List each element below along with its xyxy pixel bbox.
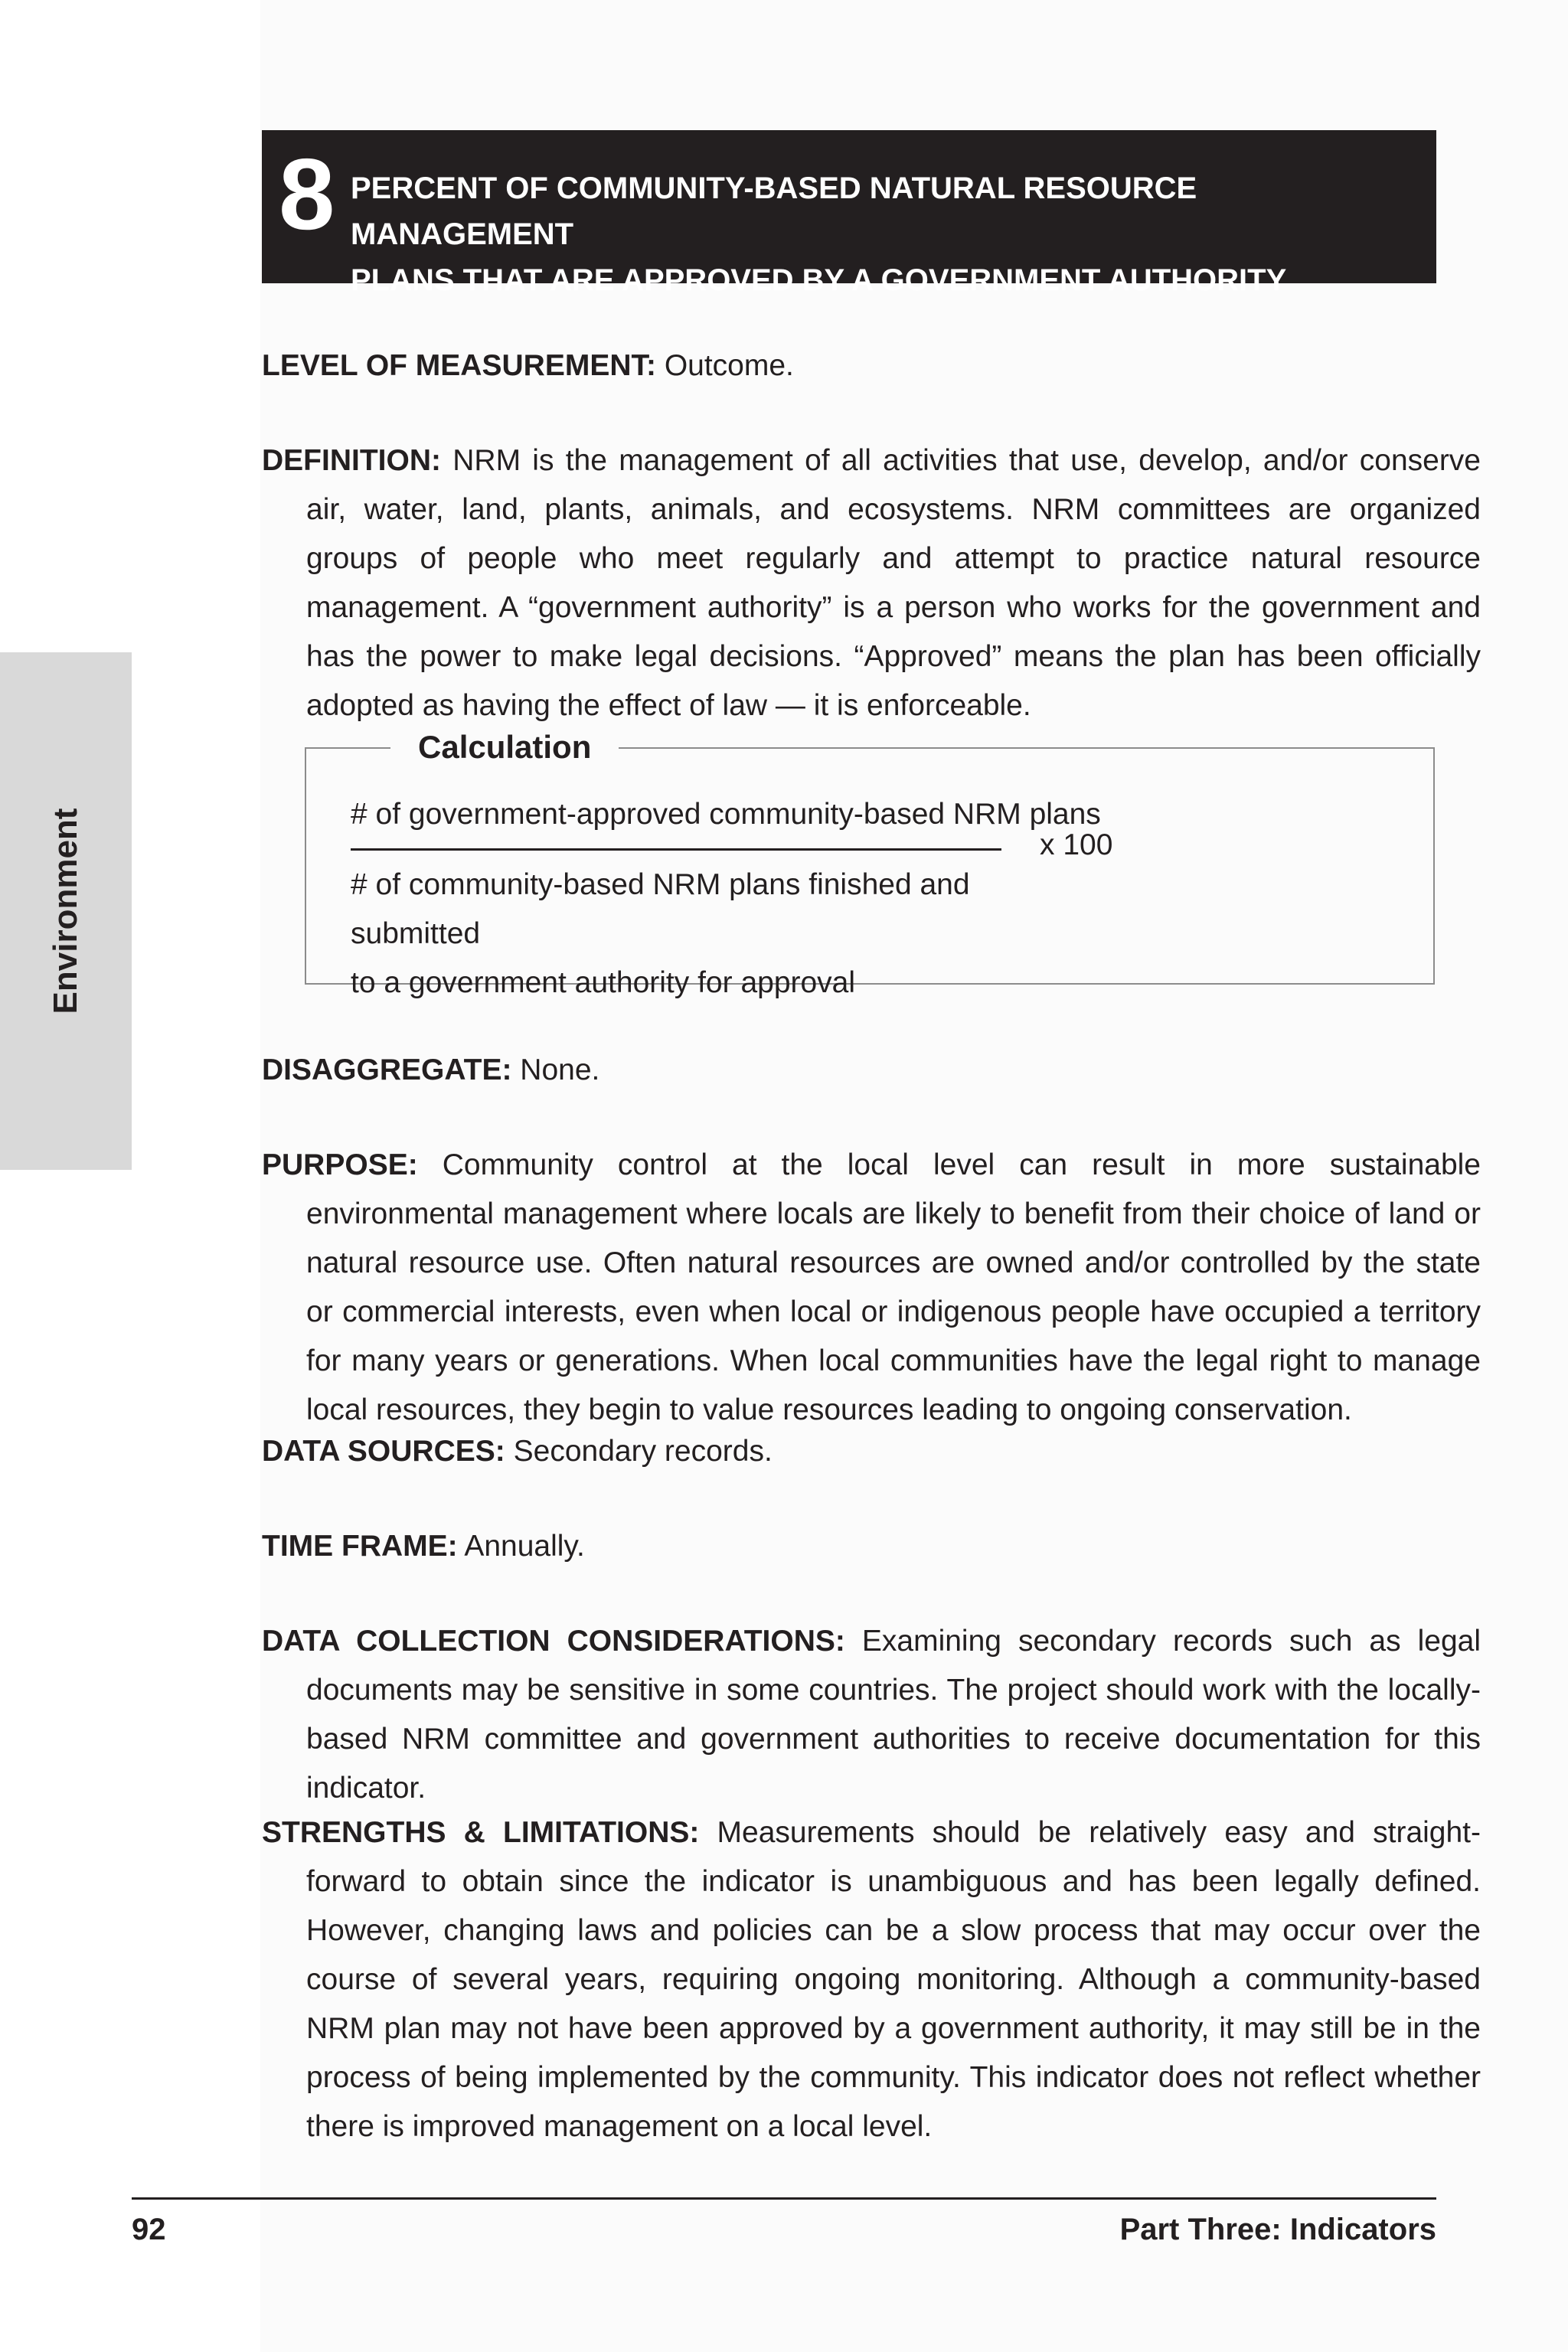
section-side-tab-label: Environment bbox=[47, 808, 84, 1014]
data-sources-text: Secondary records. bbox=[505, 1435, 773, 1468]
indicator-title bbox=[351, 165, 1407, 303]
data-collection-text: Examining secondary records such as legal documents may be sensitive in some countries. The project should work with the locally-based NRM committee and government authorities to receive documentation for this indicator. bbox=[306, 1625, 1481, 1805]
level-of-measurement-term: LEVEL OF MEASUREMENT: bbox=[262, 349, 656, 382]
footer-divider bbox=[132, 2197, 1436, 2200]
definition-term: DEFINITION: bbox=[262, 444, 441, 477]
footer-section-title: Part Three: Indicators bbox=[1119, 2213, 1436, 2246]
calculation-box bbox=[305, 729, 1435, 999]
calculation-denominator-line-2: to a government authority for approval bbox=[351, 966, 856, 999]
section-side-tab bbox=[0, 652, 132, 1170]
indicator-number: 8 bbox=[279, 138, 334, 250]
calculation-numerator: # of government-approved community-based NRM plans bbox=[351, 798, 1101, 831]
page-number: 92 bbox=[132, 2213, 166, 2246]
time-frame-text: Annually. bbox=[457, 1530, 585, 1563]
purpose-term: PURPOSE: bbox=[262, 1148, 418, 1181]
indicator-title-line-2: PLANS THAT ARE APPROVED BY A GOVERNMENT AUTHORITY bbox=[351, 263, 1287, 297]
data-sources-term: DATA SOURCES: bbox=[262, 1435, 505, 1468]
calculation-denominator-line-1: # of community-based NRM plans finished and submitted bbox=[351, 868, 970, 950]
calculation-denominator bbox=[351, 861, 1040, 1008]
disaggregate-text: None. bbox=[511, 1054, 600, 1086]
disaggregate-term: DISAGGREGATE: bbox=[262, 1054, 512, 1086]
indicator-header bbox=[262, 130, 1436, 297]
strengths-limitations-text: Measurements should be relatively easy and straight-forward to obtain since the indicator is unambiguous and has been legally defined. However, changing laws and policies can be a slow process that may occur over the course of several years, requiring ongoing monitoring. Although a community-based NRM plan may not have been approved by a government authority, it may still be in the process of being implemented by the community. This indicator does not reflect whether there is improved management on a local level. bbox=[306, 1816, 1481, 2143]
calculation-multiplier: x 100 bbox=[1040, 828, 1113, 861]
indicator-title-line-1: PERCENT OF COMMUNITY-BASED NATURAL RESOURCE MANAGEMENT bbox=[351, 172, 1197, 251]
fraction-bar bbox=[351, 848, 1001, 851]
strengths-limitations-term: STRENGTHS & LIMITATIONS: bbox=[262, 1816, 700, 1849]
calculation-title: Calculation bbox=[390, 723, 619, 772]
purpose-text: Community control at the local level can result in more sustainable environmental management where locals are likely to benefit from their choice of land or natural resource use. Often natural resources are owned and/or controlled by the state or commercial interests, even when local or indigenous people have occupied a territory for many years or generations. When local communities have the legal right to manage local resources, they begin to value resources leading to ongoing conservation. bbox=[306, 1148, 1481, 1426]
data-collection-term: DATA COLLECTION CONSIDERATIONS: bbox=[262, 1625, 845, 1658]
time-frame-term: TIME FRAME: bbox=[262, 1530, 458, 1563]
level-of-measurement-text: Outcome. bbox=[655, 349, 794, 382]
definition-text: NRM is the management of all activities that use, develop, and/or conserve air, water, land, plants, animals, and ecosystems. NRM committees are organized groups of people who meet regularly and attempt to practice natural resource management. A “government authority” is a person who works for the government and has the power to make legal decisions. “Approved” means the plan has been officially adopted as having the effect of law — it is enforceable. bbox=[306, 444, 1481, 722]
